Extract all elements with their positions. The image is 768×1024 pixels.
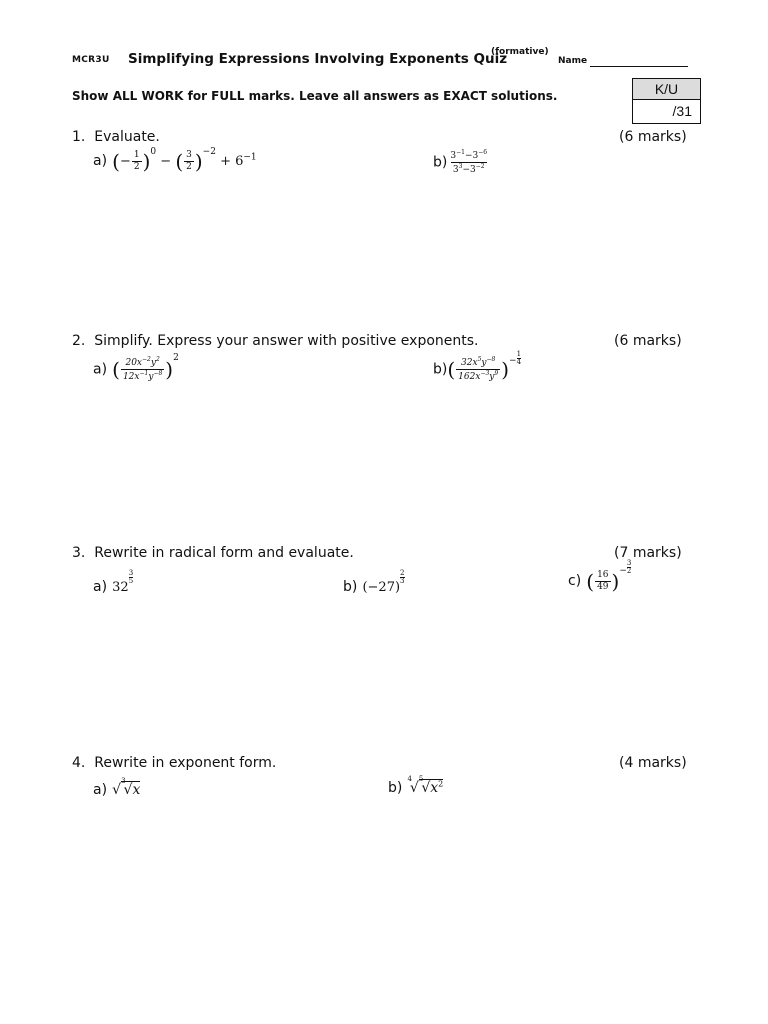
part-label: b) (388, 780, 403, 796)
q1b-expression: $\frac{3^{-1}-3^{-6}}{3^3-3^{-2}}$ (450, 149, 488, 176)
q4-part-a (93, 779, 140, 798)
question-prompt: Simplify. Express your answer with positive exponents. (94, 333, 479, 349)
question-marks: (6 marks) (619, 129, 687, 145)
question-marks: (4 marks) (619, 755, 687, 771)
question-prompt: Evaluate. (94, 129, 160, 145)
part-label: c) (568, 573, 582, 589)
part-label: a) (93, 782, 108, 798)
instructions: Show ALL WORK for FULL marks. Leave all answers as EXACT solutions. (72, 89, 558, 103)
q2a-expression: ( $\frac{20x^{-2}y^2}{12x^{-1}y^{-8}}$ )$^2$ (112, 353, 179, 383)
quiz-title-superscript: (formative) (491, 47, 549, 57)
course-code: MCR3U (72, 55, 110, 65)
score-total: /31 (672, 103, 692, 119)
part-label: a) (93, 361, 108, 378)
question-4 (72, 755, 276, 771)
name-label: Name (558, 56, 588, 66)
q3a-expression: 32 $\frac{3}{5}$ (112, 569, 134, 595)
question-prompt: Rewrite in exponent form. (94, 755, 277, 771)
q3-part-b (343, 569, 405, 595)
q3-part-c (568, 559, 632, 594)
name-field[interactable] (590, 66, 688, 67)
q2b-expression: ( $\frac{32x^5y^{-8}}{162x^{-3}y^9}$ )− $\frac{1}{4}$ (447, 350, 522, 383)
q4a-expression: √$^3$√x (112, 777, 141, 798)
question-marks: (6 marks) (614, 333, 682, 349)
score-box (632, 78, 701, 124)
part-label: b) (343, 579, 358, 595)
q3-part-a (93, 569, 134, 595)
q3c-expression: ( $\frac{16}{49}$ )− $\frac{3}{2}$ (586, 559, 632, 594)
q1-part-b (433, 150, 490, 176)
part-label: b) (433, 154, 448, 171)
q2-part-b (433, 350, 522, 383)
q4b-expression: $^4√^5√x^2$ (407, 775, 444, 796)
q3b-expression: (−27) $\frac{2}{3}$ (362, 569, 405, 595)
q4-part-b (388, 777, 443, 796)
question-number: 4. (72, 755, 86, 771)
score-category: K/U (633, 79, 700, 100)
part-label: a) (93, 153, 108, 169)
question-number: 3. (72, 545, 86, 561)
question-prompt: Rewrite in radical form and evaluate. (94, 545, 354, 561)
question-number: 1. (72, 129, 86, 145)
part-label: b) (433, 361, 448, 378)
question-3 (72, 545, 354, 561)
q1a-expression: (− $\frac{1}{2}$ )$^0$ − ( $\frac{3}{2}$ )$^{-2} + 6^{-1}$ (112, 146, 257, 174)
question-marks: (7 marks) (614, 545, 682, 561)
q1-part-a (93, 146, 257, 174)
question-1 (72, 129, 160, 145)
question-2 (72, 333, 479, 349)
part-label: a) (93, 579, 108, 595)
quiz-title: Simplifying Expressions Involving Exponents Quiz (128, 51, 508, 67)
question-number: 2. (72, 333, 86, 349)
q2-part-a (93, 353, 179, 383)
